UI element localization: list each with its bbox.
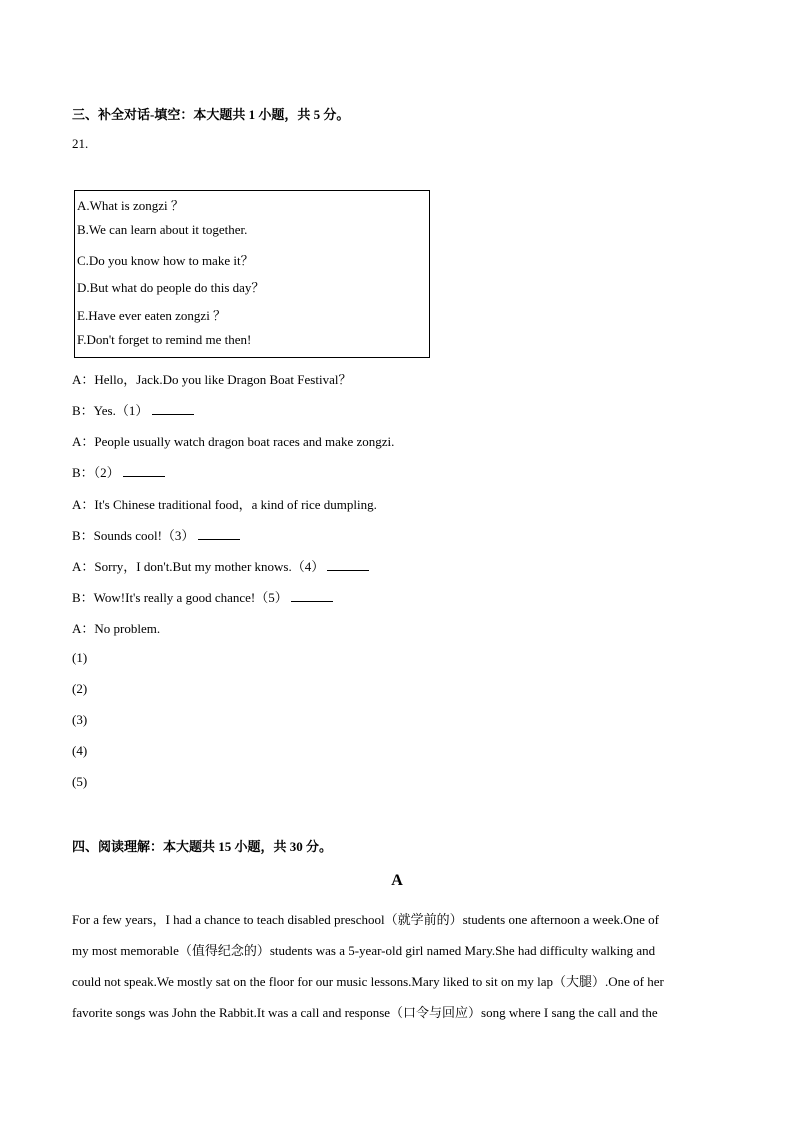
answer-blank[interactable] bbox=[291, 589, 333, 602]
dialogue-line: B：Sounds cool!（3） bbox=[72, 525, 240, 544]
passage-line: my most memorable（值得纪念的）students was a 5-year-old girl named Mary.She had difficulty walking and bbox=[72, 943, 656, 958]
passage-line: favorite songs was John the Rabbit.It was a call and response（口令与回应）song where I sang the call and the bbox=[72, 1005, 658, 1020]
section-4-heading: 四、阅读理解：本大题共 15 小题，共 30 分。 bbox=[72, 839, 333, 854]
dialogue-line: B：（2） bbox=[72, 462, 165, 481]
option-b: B.We can learn about it together. bbox=[77, 222, 248, 237]
options-box bbox=[74, 190, 430, 358]
question-number: 21. bbox=[72, 136, 89, 151]
passage-line: could not speak.We mostly sat on the floor for our music lessons.Mary liked to sit on my lap（大腿）.One of her bbox=[72, 974, 664, 989]
section-3-heading: 三、补全对话-填空：本大题共 1 小题，共 5 分。 bbox=[72, 107, 350, 122]
dialogue-line: A：Hello，Jack.Do you like Dragon Boat Festival？ bbox=[72, 372, 352, 387]
dialogue-line: B：Wow!It's really a good chance!（5） bbox=[72, 587, 333, 606]
option-a: A.What is zongzi ？ bbox=[77, 198, 184, 213]
dialogue-line: B：Yes.（1） bbox=[72, 400, 194, 419]
option-d: D.But what do people do this day？ bbox=[77, 280, 265, 295]
answer-label: (1) bbox=[72, 650, 88, 665]
answer-label: (3) bbox=[72, 712, 88, 727]
answer-label: (2) bbox=[72, 681, 88, 696]
answer-blank[interactable] bbox=[152, 402, 194, 415]
passage-line: For a few years，I had a chance to teach disabled preschool（就学前的）students one afternoon a week.One of bbox=[72, 912, 659, 927]
answer-label: (4) bbox=[72, 743, 88, 758]
answer-blank[interactable] bbox=[327, 558, 369, 571]
dialogue-line: A：Sorry，I don't.But my mother knows.（4） bbox=[72, 556, 369, 575]
option-c: C.Do you know how to make it？ bbox=[77, 253, 254, 268]
answer-blank[interactable] bbox=[123, 464, 165, 477]
dialogue-line: A：People usually watch dragon boat races and make zongzi. bbox=[72, 434, 395, 449]
dialogue-line: A：It's Chinese traditional food，a kind of rice dumpling. bbox=[72, 497, 377, 512]
dialogue-line: A：No problem. bbox=[72, 621, 161, 636]
passage-title: A bbox=[391, 872, 403, 889]
answer-blank[interactable] bbox=[198, 527, 240, 540]
option-e: E.Have ever eaten zongzi ？ bbox=[77, 308, 227, 323]
answer-label: (5) bbox=[72, 774, 88, 789]
option-f: F.Don't forget to remind me then! bbox=[77, 332, 252, 347]
